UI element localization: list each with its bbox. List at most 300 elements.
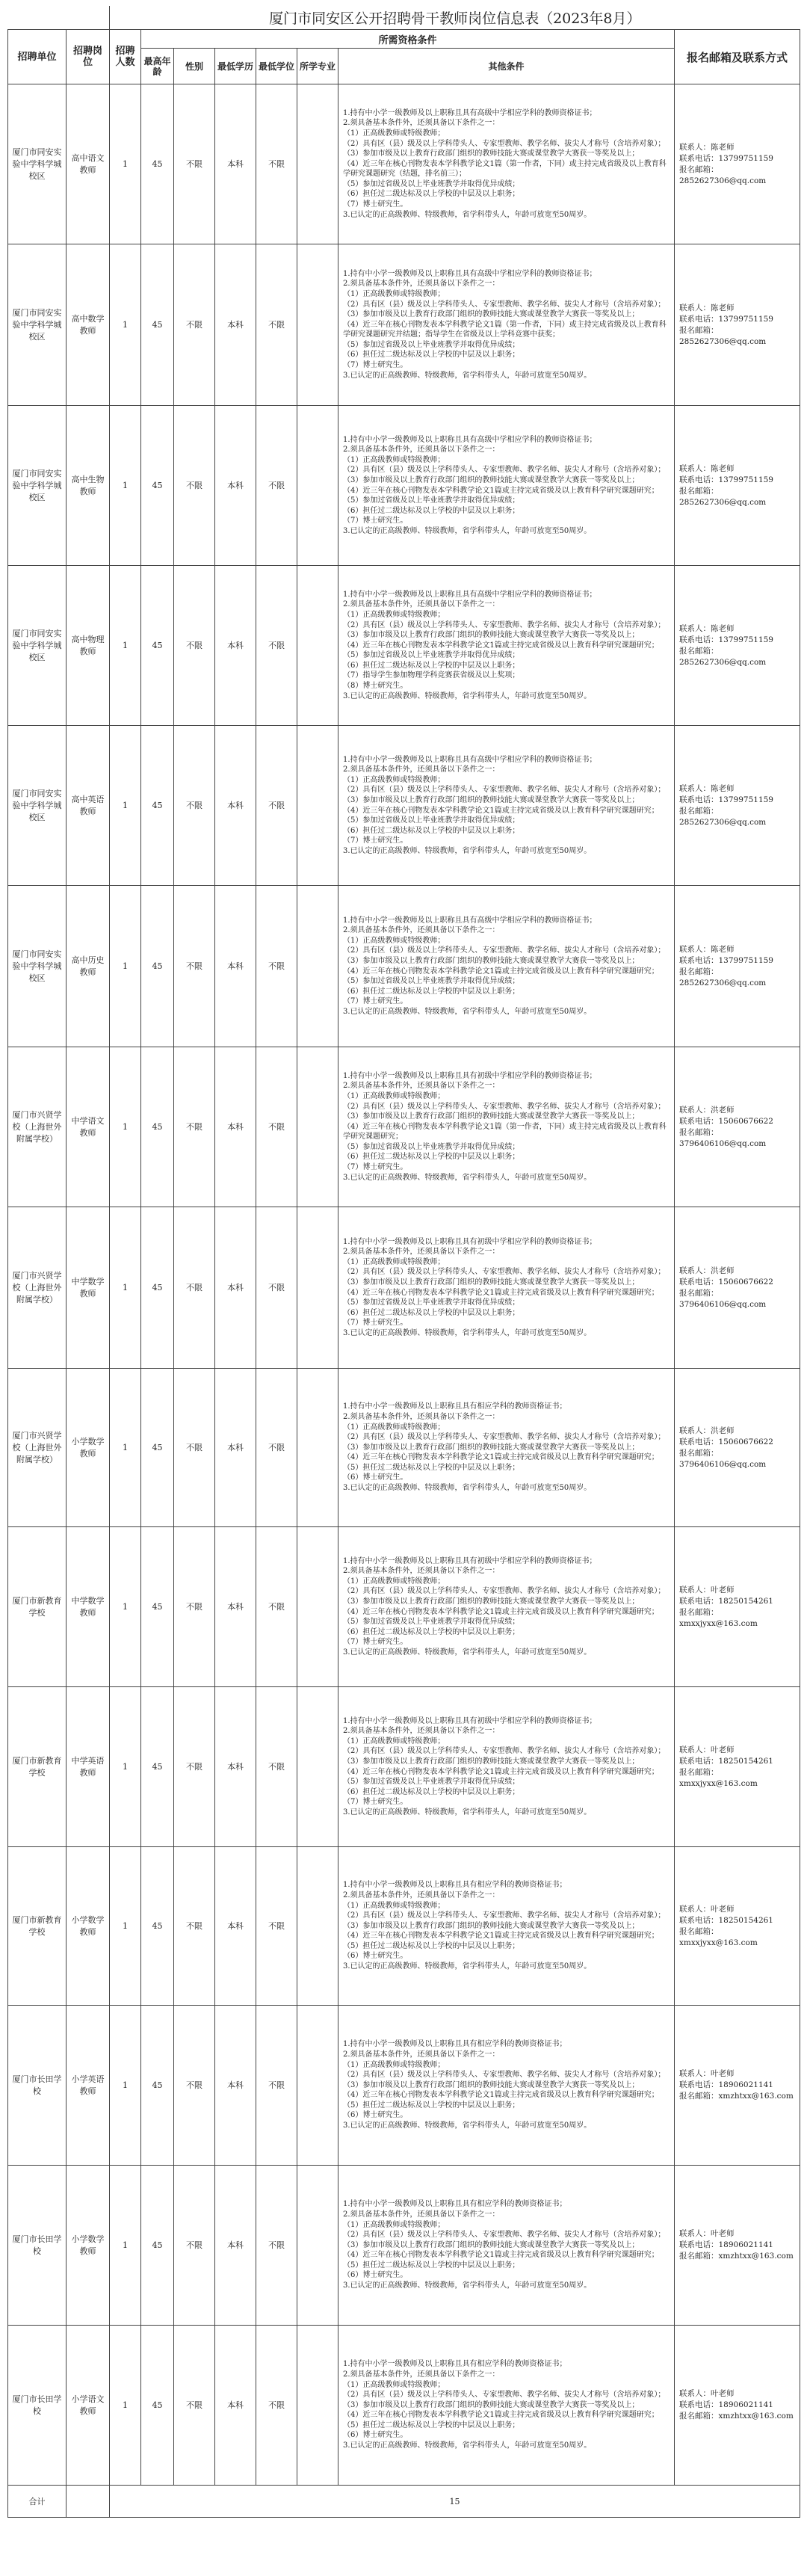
other-conditions-cell — [338, 1527, 675, 1687]
contact-cell — [675, 2326, 800, 2486]
condition-line: （2）具有区（县）级及以上学科带头人、专家型教师、教学名师、拔尖人才称号（含培养对象）； — [343, 2231, 666, 2240]
major-cell — [297, 1369, 338, 1527]
condition-line: 1.持有中小学一级教师及以上职称且具有高级中学相应学科的教师资格证书； — [343, 108, 597, 117]
max-age-cell: 45 — [141, 2006, 174, 2166]
position-cell: 高中历史教师 — [67, 886, 110, 1047]
recruitment-table-page — [7, 6, 800, 2518]
contact-cell — [675, 1369, 800, 1527]
condition-line: （3）参加市级及以上教育行政部门组织的教师技能大赛或课堂教学大赛获一等奖及以上； — [343, 150, 640, 158]
condition-line: （7）博士研究生。 — [343, 1319, 408, 1328]
degree-cell: 不限 — [256, 726, 297, 886]
condition-line: （5）参加过省级及以上毕业班教学并取得优异成绩； — [343, 816, 520, 825]
max-age-cell: 45 — [141, 406, 174, 566]
degree-cell: 不限 — [256, 1047, 297, 1207]
other-conditions-cell — [338, 1047, 675, 1207]
major-cell — [297, 84, 338, 244]
max-age-cell: 45 — [141, 566, 174, 726]
header-education: 最低学历 — [215, 49, 256, 84]
condition-line: （6）博士研究生。 — [343, 2111, 408, 2120]
condition-line: （2）具有区（县）级及以上学科带头人、专家型教师、教学名师、拔尖人才称号（含培养对象）； — [343, 1433, 666, 1442]
position-cell: 高中数学教师 — [67, 244, 110, 406]
education-cell: 本科 — [215, 1047, 256, 1207]
count-cell: 1 — [110, 1207, 141, 1369]
education-cell: 本科 — [215, 406, 256, 566]
condition-line: （3）参加市级及以上教育行政部门组织的教师技能大赛或课堂教学大赛获一等奖及以上； — [343, 310, 640, 319]
condition-line: 3.已认定的正高级教师、特级教师，省学科带头人，年龄可放宽至50周岁。 — [343, 1007, 592, 1016]
condition-line: （4）近三年在核心刊物发表本学科教学论文1篇或主持完成省级及以上教育科学研究课题研究； — [343, 2091, 659, 2100]
unit-cell: 厦门市同安实验中学科学城校区 — [8, 406, 67, 566]
condition-line: 3.已认定的正高级教师、特级教师，省学科带头人，年龄可放宽至50周岁。 — [343, 1648, 592, 1657]
condition-line: （6）博士研究生。 — [343, 1473, 408, 1482]
recruitment-table — [7, 6, 800, 2518]
position-cell: 小学英语教师 — [67, 2006, 110, 2166]
condition-line: 3.已认定的正高级教师、特级教师，省学科带头人，年龄可放宽至50周岁。 — [343, 526, 592, 535]
condition-line: 2.须具备基本条件外，还须具备以下条件之一： — [343, 446, 500, 455]
condition-line: （3）参加市级及以上教育行政部门组织的教师技能大赛或课堂教学大赛获一等奖及以上； — [343, 2080, 640, 2089]
gender-cell: 不限 — [174, 1047, 215, 1207]
condition-line: （1）正高级教师或特级教师； — [343, 1423, 445, 1432]
condition-line: （4）近三年在核心刊物发表本学科教学论文1篇（第一作者，下同）或主持完成省级及以上教育科学研究课题研究并结题；指导学生在省级及以上学科竞赛中获奖； — [343, 320, 667, 339]
major-cell — [297, 2006, 338, 2166]
condition-line: 1.持有中小学一级教师及以上职称且具有相应学科的教师资格证书； — [343, 2360, 567, 2369]
max-age-cell: 45 — [141, 2326, 174, 2486]
other-conditions-cell — [338, 566, 675, 726]
contact-line: 报名邮箱：2852627306@qq.com — [679, 967, 767, 987]
table-row — [8, 1207, 800, 1369]
condition-line: （5）参加过省级及以上毕业班教学并取得优异成绩； — [343, 1142, 520, 1151]
condition-line: （2）具有区（县）级及以上学科带头人、专家型教师、教学名师、拔尖人才称号（含培养对象）； — [343, 620, 666, 629]
position-cell: 高中英语教师 — [67, 726, 110, 886]
other-conditions-cell — [338, 2006, 675, 2166]
condition-line: （5）参加过省级及以上毕业班教学并取得优异成绩； — [343, 977, 520, 986]
degree-cell: 不限 — [256, 566, 297, 726]
condition-line: （2）具有区（县）级及以上学科带头人、专家型教师、教学名师、拔尖人才称号（含培养对象）； — [343, 1268, 666, 1277]
header-max-age: 最高年龄 — [141, 49, 174, 84]
condition-line: 2.须具备基本条件外，还须具备以下条件之一： — [343, 1727, 500, 1736]
table-row — [8, 566, 800, 726]
page-title: 厦门市同安区公开招聘骨干教师岗位信息表（2023年8月） — [110, 6, 800, 30]
condition-line: 3.已认定的正高级教师、特级教师，省学科带头人，年龄可放宽至50周岁。 — [343, 1173, 592, 1182]
condition-line: （6）担任过二级达标及以上学校的中层及以上职务； — [343, 1787, 520, 1796]
condition-line: （8）博士研究生。 — [343, 682, 408, 691]
contact-cell — [675, 2166, 800, 2326]
max-age-cell: 45 — [141, 1527, 174, 1687]
degree-cell: 不限 — [256, 2006, 297, 2166]
condition-line: （2）具有区（县）级及以上学科带头人、专家型教师、教学名师、拔尖人才称号（含培养对象）； — [343, 1587, 666, 1596]
degree-cell: 不限 — [256, 84, 297, 244]
condition-line: （1）正高级教师或特级教师； — [343, 1091, 445, 1100]
education-cell: 本科 — [215, 1687, 256, 1847]
contact-cell — [675, 2006, 800, 2166]
gender-cell: 不限 — [174, 244, 215, 406]
condition-line: （4）近三年在核心刊物发表本学科教学论文1篇（第一作者，下同）或主持完成省级及以上教育科学研究课题研究； — [343, 1122, 667, 1141]
table-row — [8, 406, 800, 566]
degree-cell: 不限 — [256, 244, 297, 406]
contact-line: 联系人：陈老师 — [679, 463, 735, 473]
contact-line: 报名邮箱：xmzhtxx@163.com — [679, 2092, 794, 2101]
condition-line: （5）参加过省级及以上毕业班教学并取得优异成绩； — [343, 179, 520, 188]
condition-line: 1.持有中小学一级教师及以上职称且具有高级中学相应学科的教师资格证书； — [343, 590, 597, 599]
unit-cell: 厦门市同安实验中学科学城校区 — [8, 566, 67, 726]
table-row — [8, 1047, 800, 1207]
condition-line: （4）近三年在核心刊物发表本学科教学论文1篇或主持完成省级及以上教育科学研究课题研究； — [343, 486, 659, 495]
condition-line: 2.须具备基本条件外，还须具备以下条件之一： — [343, 2210, 500, 2219]
position-cell: 中学语文教师 — [67, 1047, 110, 1207]
contact-line: 联系人：叶老师 — [679, 2389, 735, 2398]
condition-line: （4）近三年在核心刊物发表本学科教学论文1篇或主持完成省级及以上教育科学研究课题研究； — [343, 1453, 659, 1462]
condition-line: （2）具有区（县）级及以上学科带头人、专家型教师、教学名师、拔尖人才称号（含培养对象）； — [343, 2391, 666, 2400]
education-cell: 本科 — [215, 84, 256, 244]
gender-cell: 不限 — [174, 1207, 215, 1369]
condition-line: 2.须具备基本条件外，还须具备以下条件之一： — [343, 600, 500, 609]
other-conditions-cell — [338, 726, 675, 886]
contact-cell — [675, 1687, 800, 1847]
contact-line: 报名邮箱：xmzhtxx@163.com — [679, 2252, 794, 2261]
unit-cell: 厦门市新教育学校 — [8, 1687, 67, 1847]
education-cell: 本科 — [215, 1527, 256, 1687]
condition-line: （1）正高级教师或特级教师； — [343, 610, 445, 619]
unit-cell: 厦门市长田学校 — [8, 2166, 67, 2326]
contact-line: 报名邮箱：2852627306@qq.com — [679, 325, 767, 346]
condition-line: （5）参加过省级及以上毕业班教学并取得优异成绩； — [343, 651, 520, 660]
unit-cell: 厦门市同安实验中学科学城校区 — [8, 84, 67, 244]
condition-line: （4）近三年在核心刊物发表本学科教学论文1篇或主持完成省级及以上教育科学研究课题研究； — [343, 1607, 659, 1616]
contact-line: 联系电话：18906021141 — [679, 2240, 773, 2249]
contact-line: 联系电话：13799751159 — [679, 955, 773, 965]
major-cell — [297, 2326, 338, 2486]
other-conditions-cell — [338, 84, 675, 244]
condition-line: （3）参加市级及以上教育行政部门组织的教师技能大赛或课堂教学大赛获一等奖及以上； — [343, 2240, 640, 2249]
major-cell — [297, 566, 338, 726]
contact-line: 联系人：洪老师 — [679, 1105, 735, 1115]
condition-line: （5）参加过省级及以上毕业班教学并取得优异成绩； — [343, 1618, 520, 1627]
condition-line: （6）担任过二级达标及以上学校的中层及以上职务； — [343, 1308, 520, 1317]
contact-line: 联系人：叶老师 — [679, 1745, 735, 1754]
education-cell: 本科 — [215, 726, 256, 886]
education-cell: 本科 — [215, 244, 256, 406]
condition-line: （1）正高级教师或特级教师； — [343, 129, 445, 138]
position-cell: 小学数学教师 — [67, 1369, 110, 1527]
major-cell — [297, 1687, 338, 1847]
contact-line: 联系电话：13799751159 — [679, 153, 773, 163]
degree-cell: 不限 — [256, 2166, 297, 2326]
position-cell: 中学数学教师 — [67, 1207, 110, 1369]
max-age-cell: 45 — [141, 1687, 174, 1847]
contact-line: 联系人：陈老师 — [679, 623, 735, 633]
unit-cell: 厦门市兴贤学校（上海世外附属学校） — [8, 1369, 67, 1527]
education-cell: 本科 — [215, 1207, 256, 1369]
condition-line: 2.须具备基本条件外，还须具备以下条件之一： — [343, 1412, 500, 1421]
condition-line: （5）参加过省级及以上毕业班教学并取得优异成绩； — [343, 340, 520, 349]
condition-line: 1.持有中小学一级教师及以上职称且具有高级中学相应学科的教师资格证书； — [343, 269, 597, 278]
count-cell: 1 — [110, 886, 141, 1047]
count-cell: 1 — [110, 2006, 141, 2166]
condition-line: （3）参加市级及以上教育行政部门组织的教师技能大赛或课堂教学大赛获一等奖及以上； — [343, 1278, 640, 1287]
condition-line: （6）担任过二级达标及以上学校的中层及以上职务； — [343, 351, 520, 360]
condition-line: （3）参加市级及以上教育行政部门组织的教师技能大赛或课堂教学大赛获一等奖及以上； — [343, 1112, 640, 1121]
contact-line: 报名邮箱：3796406106@qq.com — [679, 1127, 767, 1148]
other-conditions-cell — [338, 2166, 675, 2326]
count-cell: 1 — [110, 1369, 141, 1527]
condition-line: （5）参加过省级及以上毕业班教学并取得优异成绩； — [343, 1778, 520, 1787]
max-age-cell: 45 — [141, 1047, 174, 1207]
total-spacer — [67, 2486, 110, 2518]
contact-cell — [675, 1047, 800, 1207]
count-cell: 1 — [110, 1047, 141, 1207]
condition-line: 3.已认定的正高级教师、特级教师，省学科带头人，年龄可放宽至50周岁。 — [343, 2121, 592, 2130]
contact-line: 联系人：洪老师 — [679, 1266, 735, 1275]
header-major: 所学专业 — [297, 49, 338, 84]
count-cell: 1 — [110, 2326, 141, 2486]
condition-line: （4）近三年在核心刊物发表本学科教学论文1篇或主持完成省级及以上教育科学研究课题研究； — [343, 641, 659, 650]
max-age-cell: 45 — [141, 886, 174, 1047]
condition-line: 2.须具备基本条件外，还须具备以下条件之一： — [343, 926, 500, 935]
gender-cell: 不限 — [174, 84, 215, 244]
condition-line: 2.须具备基本条件外，还须具备以下条件之一： — [343, 765, 500, 774]
condition-line: （7）博士研究生。 — [343, 1163, 408, 1172]
condition-line: 1.持有中小学一级教师及以上职称且具有相应学科的教师资格证书； — [343, 2040, 567, 2049]
table-row — [8, 1847, 800, 2006]
condition-line: （5）担任过二级达标及以上学校的中层及以上职务； — [343, 2421, 520, 2429]
major-cell — [297, 886, 338, 1047]
header-count: 招聘人数 — [110, 30, 141, 84]
contact-line: 报名邮箱：2852627306@qq.com — [679, 646, 767, 667]
condition-line: （7）指导学生参加物理学科竞赛获省级及以上奖项； — [343, 671, 520, 680]
unit-cell: 厦门市兴贤学校（上海世外附属学校） — [8, 1047, 67, 1207]
condition-line: 3.已认定的正高级教师、特级教师，省学科带头人，年龄可放宽至50周岁。 — [343, 846, 592, 855]
condition-line: （3）参加市级及以上教育行政部门组织的教师技能大赛或课堂教学大赛获一等奖及以上； — [343, 1921, 640, 1930]
condition-line: （6）博士研究生。 — [343, 2271, 408, 2280]
condition-line: 1.持有中小学一级教师及以上职称且具有相应学科的教师资格证书； — [343, 1881, 567, 1890]
condition-line: 1.持有中小学一级教师及以上职称且具有初级中学相应学科的教师资格证书； — [343, 1237, 597, 1246]
condition-line: （7）博士研究生。 — [343, 1798, 408, 1807]
education-cell: 本科 — [215, 2166, 256, 2326]
condition-line: （4）近三年在核心刊物发表本学科教学论文1篇（第一作者，下同）或主持完成省级及以上教育科学研究课题研究（结题，排名前三）； — [343, 159, 667, 179]
gender-cell: 不限 — [174, 2326, 215, 2486]
max-age-cell: 45 — [141, 244, 174, 406]
condition-line: 2.须具备基本条件外，还须具备以下条件之一： — [343, 119, 500, 128]
table-row — [8, 2006, 800, 2166]
contact-line: 报名邮箱：2852627306@qq.com — [679, 806, 767, 827]
contact-line: 联系电话：18906021141 — [679, 2400, 773, 2409]
position-cell: 小学语文教师 — [67, 2326, 110, 2486]
condition-line: 2.须具备基本条件外，还须具备以下条件之一： — [343, 1567, 500, 1576]
unit-cell: 厦门市同安实验中学科学城校区 — [8, 886, 67, 1047]
max-age-cell: 45 — [141, 2166, 174, 2326]
max-age-cell: 45 — [141, 726, 174, 886]
degree-cell: 不限 — [256, 1687, 297, 1847]
major-cell — [297, 1207, 338, 1369]
gender-cell: 不限 — [174, 2166, 215, 2326]
condition-line: （7）博士研究生。 — [343, 997, 408, 1006]
education-cell: 本科 — [215, 886, 256, 1047]
max-age-cell: 45 — [141, 84, 174, 244]
contact-line: 报名邮箱：2852627306@qq.com — [679, 164, 767, 185]
position-cell: 小学数学教师 — [67, 2166, 110, 2326]
max-age-cell: 45 — [141, 1369, 174, 1527]
header-unit: 招聘单位 — [8, 30, 67, 84]
count-cell: 1 — [110, 1847, 141, 2006]
contact-line: 报名邮箱：3796406106@qq.com — [679, 1448, 767, 1469]
condition-line: （3）参加市级及以上教育行政部门组织的教师技能大赛或课堂教学大赛获一等奖及以上； — [343, 631, 640, 640]
contact-line: 联系电话：18250154261 — [679, 1756, 773, 1766]
other-conditions-cell — [338, 406, 675, 566]
count-cell: 1 — [110, 726, 141, 886]
degree-cell: 不限 — [256, 886, 297, 1047]
other-conditions-cell — [338, 2326, 675, 2486]
degree-cell: 不限 — [256, 406, 297, 566]
unit-cell: 厦门市长田学校 — [8, 2006, 67, 2166]
other-conditions-cell — [338, 244, 675, 406]
condition-line: 3.已认定的正高级教师、特级教师，省学科带头人，年龄可放宽至50周岁。 — [343, 1484, 592, 1493]
header-position: 招聘岗位 — [67, 30, 110, 84]
unit-cell: 厦门市兴贤学校（上海世外附属学校） — [8, 1207, 67, 1369]
gender-cell: 不限 — [174, 406, 215, 566]
contact-cell — [675, 406, 800, 566]
degree-cell: 不限 — [256, 1207, 297, 1369]
count-cell: 1 — [110, 2166, 141, 2326]
contact-line: 报名邮箱：xmxxjyxx@163.com — [679, 1926, 758, 1947]
condition-line: （3）参加市级及以上教育行政部门组织的教师技能大赛或课堂教学大赛获一等奖及以上； — [343, 1443, 640, 1452]
total-label: 合计 — [8, 2486, 67, 2518]
contact-cell — [675, 1527, 800, 1687]
condition-line: 3.已认定的正高级教师、特级教师，省学科带头人，年龄可放宽至50周岁。 — [343, 2441, 592, 2450]
condition-line: （1）正高级教师或特级教师； — [343, 2220, 445, 2229]
table-row — [8, 84, 800, 244]
gender-cell: 不限 — [174, 566, 215, 726]
condition-line: （6）担任过二级达标及以上学校的中层及以上职务； — [343, 1153, 520, 1162]
contact-cell — [675, 1847, 800, 2006]
contact-line: 联系电话：15060676622 — [679, 1277, 773, 1287]
total-row — [8, 2486, 800, 2518]
count-cell: 1 — [110, 1687, 141, 1847]
condition-line: （1）正高级教师或特级教师； — [343, 455, 445, 464]
condition-line: 1.持有中小学一级教师及以上职称且具有高级中学相应学科的教师资格证书； — [343, 435, 597, 444]
condition-line: （5）担任过二级达标及以上学校的中层及以上职务； — [343, 1941, 520, 1950]
other-conditions-cell — [338, 1369, 675, 1527]
condition-line: （3）参加市级及以上教育行政部门组织的教师技能大赛或课堂教学大赛获一等奖及以上； — [343, 475, 640, 484]
contact-line: 联系人：陈老师 — [679, 303, 735, 312]
condition-line: 1.持有中小学一级教师及以上职称且具有初级中学相应学科的教师资格证书； — [343, 1071, 597, 1080]
condition-line: 1.持有中小学一级教师及以上职称且具有高级中学相应学科的教师资格证书； — [343, 916, 597, 925]
condition-line: （6）博士研究生。 — [343, 2431, 408, 2440]
condition-line: （3）参加市级及以上教育行政部门组织的教师技能大赛或课堂教学大赛获一等奖及以上； — [343, 1757, 640, 1766]
condition-line: 3.已认定的正高级教师、特级教师，省学科带头人，年龄可放宽至50周岁。 — [343, 1328, 592, 1337]
condition-line: （5）担任过二级达标及以上学校的中层及以上职务； — [343, 1463, 520, 1472]
unit-cell: 厦门市同安实验中学科学城校区 — [8, 244, 67, 406]
condition-line: （3）参加市级及以上教育行政部门组织的教师技能大赛或课堂教学大赛获一等奖及以上； — [343, 1597, 640, 1606]
gender-cell: 不限 — [174, 1369, 215, 1527]
condition-line: （7）博士研究生。 — [343, 836, 408, 845]
condition-line: （5）担任过二级达标及以上学校的中层及以上职务； — [343, 2261, 520, 2270]
condition-line: （6）担任过二级达标及以上学校的中层及以上职务； — [343, 506, 520, 515]
condition-line: 3.已认定的正高级教师、特级教师，省学科带头人，年龄可放宽至50周岁。 — [343, 691, 592, 700]
condition-line: （2）具有区（县）级及以上学科带头人、专家型教师、教学名师、拔尖人才称号（含培养对象）； — [343, 2071, 666, 2080]
condition-line: 1.持有中小学一级教师及以上职称且具有相应学科的教师资格证书； — [343, 2200, 567, 2209]
condition-line: （1）正高级教师或特级教师； — [343, 2380, 445, 2389]
condition-line: （6）担任过二级达标及以上学校的中层及以上职务； — [343, 190, 520, 199]
title-corner — [8, 6, 110, 30]
education-cell: 本科 — [215, 1847, 256, 2006]
condition-line: （3）参加市级及以上教育行政部门组织的教师技能大赛或课堂教学大赛获一等奖及以上； — [343, 795, 640, 804]
contact-line: 联系电话：18906021141 — [679, 2080, 773, 2089]
contact-line: 联系人：陈老师 — [679, 944, 735, 954]
condition-line: （5）参加过省级及以上毕业班教学并取得优异成绩； — [343, 1298, 520, 1307]
degree-cell: 不限 — [256, 2326, 297, 2486]
contact-line: 报名邮箱：2852627306@qq.com — [679, 486, 767, 507]
condition-line: 1.持有中小学一级教师及以上职称且具有初级中学相应学科的教师资格证书； — [343, 1556, 597, 1565]
condition-line: （1）正高级教师或特级教师； — [343, 775, 445, 784]
condition-line: （4）近三年在核心刊物发表本学科教学论文1篇或主持完成省级及以上教育科学研究课题研究； — [343, 806, 659, 815]
table-row — [8, 1687, 800, 1847]
count-cell: 1 — [110, 406, 141, 566]
contact-line: 联系人：陈老师 — [679, 142, 735, 152]
condition-line: 1.持有中小学一级教师及以上职称且具有初级中学相应学科的教师资格证书； — [343, 1716, 597, 1725]
table-row — [8, 886, 800, 1047]
contact-line: 报名邮箱：xmzhtxx@163.com — [679, 2412, 794, 2421]
condition-line: 3.已认定的正高级教师、特级教师，省学科带头人，年龄可放宽至50周岁。 — [343, 371, 592, 380]
position-cell: 小学数学教师 — [67, 1847, 110, 2006]
degree-cell: 不限 — [256, 1847, 297, 2006]
condition-line: 2.须具备基本条件外，还须具备以下条件之一： — [343, 1248, 500, 1257]
table-row — [8, 244, 800, 406]
max-age-cell: 45 — [141, 1847, 174, 2006]
education-cell: 本科 — [215, 566, 256, 726]
position-cell: 中学数学教师 — [67, 1527, 110, 1687]
count-cell: 1 — [110, 84, 141, 244]
condition-line: （2）具有区（县）级及以上学科带头人、专家型教师、教学名师、拔尖人才称号（含培养对象）； — [343, 1102, 666, 1111]
max-age-cell: 45 — [141, 1207, 174, 1369]
other-conditions-cell — [338, 1847, 675, 2006]
education-cell: 本科 — [215, 1369, 256, 1527]
contact-line: 联系人：叶老师 — [679, 1585, 735, 1594]
contact-line: 报名邮箱：xmxxjyxx@163.com — [679, 1607, 758, 1628]
gender-cell: 不限 — [174, 886, 215, 1047]
condition-line: （5）参加过省级及以上毕业班教学并取得优异成绩； — [343, 496, 520, 505]
count-cell: 1 — [110, 566, 141, 726]
header-degree: 最低学位 — [256, 49, 297, 84]
major-cell — [297, 1527, 338, 1687]
condition-line: （1）正高级教师或特级教师； — [343, 1737, 445, 1745]
header-contact: 报名邮箱及联系方式 — [675, 30, 800, 84]
contact-line: 联系电话：18250154261 — [679, 1915, 773, 1925]
contact-line: 联系电话：13799751159 — [679, 635, 773, 644]
condition-line: （4）近三年在核心刊物发表本学科教学论文1篇或主持完成省级及以上教育科学研究课题研究； — [343, 1288, 659, 1297]
major-cell — [297, 1847, 338, 2006]
condition-line: （1）正高级教师或特级教师； — [343, 1257, 445, 1266]
condition-line: （2）具有区（县）级及以上学科带头人、专家型教师、教学名师、拔尖人才称号（含培养对象）； — [343, 946, 666, 955]
condition-line: 2.须具备基本条件外，还须具备以下条件之一： — [343, 1891, 500, 1899]
condition-line: （6）担任过二级达标及以上学校的中层及以上职务； — [343, 987, 520, 996]
condition-line: 1.持有中小学一级教师及以上职称且具有高级中学相应学科的教师资格证书； — [343, 755, 597, 764]
condition-line: （1）正高级教师或特级教师； — [343, 1901, 445, 1910]
gender-cell: 不限 — [174, 1527, 215, 1687]
major-cell — [297, 726, 338, 886]
condition-line: 1.持有中小学一级教师及以上职称且具有相应学科的教师资格证书； — [343, 1402, 567, 1411]
condition-line: （3）参加市级及以上教育行政部门组织的教师技能大赛或课堂教学大赛获一等奖及以上； — [343, 2400, 640, 2409]
contact-line: 联系电话：13799751159 — [679, 795, 773, 804]
condition-line: （7）博士研究生。 — [343, 200, 408, 209]
contact-line: 联系人：陈老师 — [679, 783, 735, 793]
count-cell: 1 — [110, 1527, 141, 1687]
position-cell: 高中物理教师 — [67, 566, 110, 726]
condition-line: 3.已认定的正高级教师、特级教师，省学科带头人，年龄可放宽至50周岁。 — [343, 1808, 592, 1817]
contact-line: 联系人：叶老师 — [679, 2229, 735, 2238]
condition-line: （1）正高级教师或特级教师； — [343, 936, 445, 945]
contact-cell — [675, 84, 800, 244]
other-conditions-cell — [338, 1687, 675, 1847]
condition-line: （1）正高级教师或特级教师； — [343, 289, 445, 298]
